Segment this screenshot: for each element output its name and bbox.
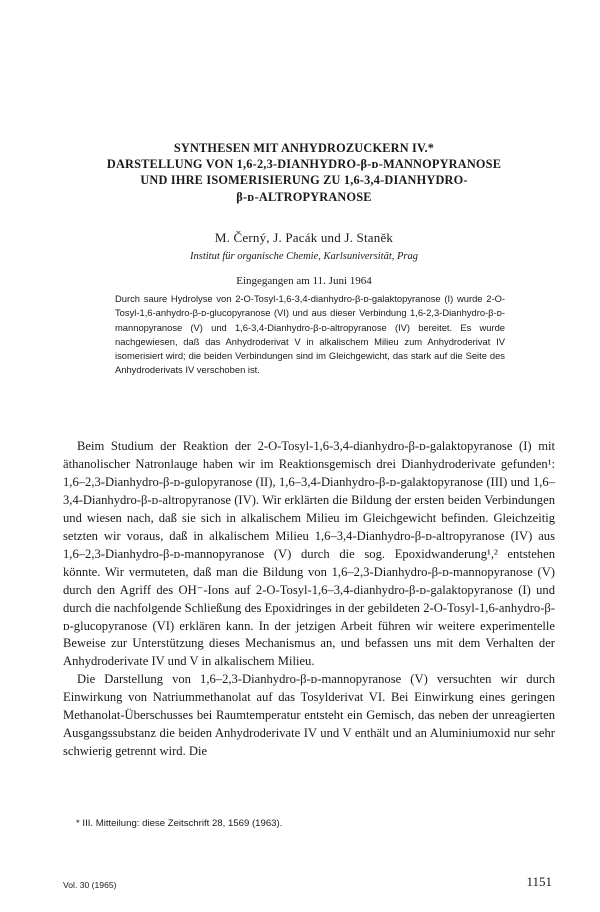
footnote: * III. Mitteilung: diese Zeitschrift 28, 1569 (1963). (76, 818, 283, 829)
body-text (63, 438, 555, 761)
paragraph-1: Beim Studium der Reaktion der 2-O-Tosyl-1,6-3,4-dianhydro-β-ᴅ-galaktopyranose (I) mit äthanolischer Natronlauge haben wir im Reaktionsgemisch drei Dianhydroderivate gefunden¹: 1,6–2,3-Dianhydro-β-ᴅ-gulopyranose (II), 1,6–3,4-Dianhydro-β-ᴅ-galaktopyranose (III) und 1,6–3,4-Dianhydro-β-ᴅ-altropyranose (IV). Wir erklärten die Bildung der ersten beiden Verbindungen und wiesen nach, daß sie sich in alkalischem Milieu im Gleichgewicht befinden. Gleichzeitig setzten wir voraus, daß in alkalischem Milieu 1,6–3,4-Dianhydro-β-ᴅ-altropyranose (IV) aus 1,6–2,3-Dianhydro-β-ᴅ-mannopyranose (V) durch die sog. Epoxidwanderung¹,² entstehen könnte. Wir vermuteten, daß man die Bildung von 1,6–2,3-Dianhydro-β-ᴅ-mannopyranose (V) durch den Agriff des OH⁻-Ions auf 2-O-Tosyl-1,6–3,4-dianhydro-β-ᴅ-galaktopyranose (I) und durch die nachfolgende Schließung des Epoxidringes in der gebildeten 2-O-Tosyl-1,6-anhydro-β-ᴅ-glucopyranose (VI) erklären kann. In der jetzigen Arbeit führen wir weitere experimentelle Beweise zur Unterstützung dieses Mechanismus an, und befassen uns mit dem Verhalten der Anhydroderivate IV und V in alkalischem Milieu. (63, 439, 555, 669)
journal-reference: Vol. 30 (1965) (63, 880, 117, 890)
article-title (60, 140, 548, 205)
abstract: Durch saure Hydrolyse von 2-O-Tosyl-1,6-3,4-dianhydro-β-ᴅ-galaktopyranose (I) wurde 2-O-Tosyl-1,6-anhydro-β-ᴅ-glucopyranose (VI) und aus dieser Verbindung 1,6-2,3-Dianhydro-β-ᴅ-mannopyranose (V) und 1,6-3,4-Dianhydro-β-ᴅ-altropyranose (IV) bereitet. Es wurde nachgewiesen, daß das Anhydroderivat V in alkalischem Milieu zum Anhydroderivat IV isomerisiert wird; die beiden Verbindungen sind im Gleichgewicht, das stark auf die Seite des Anhydroderivats IV verschoben ist. (115, 293, 505, 376)
title-line-4: β-ᴅ-ALTROPYRANOSE (236, 189, 372, 204)
title-line-3: UND IHRE ISOMERISIERUNG ZU 1,6-3,4-DIANHYDRO- (140, 173, 468, 188)
authors: M. Černý, J. Pacák und J. Staněk (214, 230, 394, 245)
received-date: Eingegangen am 11. Juni 1964 (236, 275, 372, 287)
institute: Institut für organische Chemie, Karlsuniversität, Prag (190, 251, 418, 262)
title-line-2: DARSTELLUNG VON 1,6-2,3-DIANHYDRO-β-ᴅ-MANNOPYRANOSE (106, 157, 502, 172)
paragraph-2: Die Darstellung von 1,6–2,3-Dianhydro-β-ᴅ-mannopyranose (V) versuchten wir durch Einwirkung von Natriummethanolat auf das Tosylderivat VI. Bei Einwirkung eines geringen Methanolat-Überschusses bei Raumtemperatur entsteht ein Gemisch, das neben der unreagierten Ausgangssubstanz die beiden Anhydroderivate IV und V enthält und an Aluminiumoxid nur sehr schwierig getrennt wird. Die (63, 672, 555, 759)
title-line-1: SYNTHESEN MIT ANHYDROZUCKERN IV.* (173, 141, 435, 155)
page-number: 1151 (526, 874, 552, 889)
